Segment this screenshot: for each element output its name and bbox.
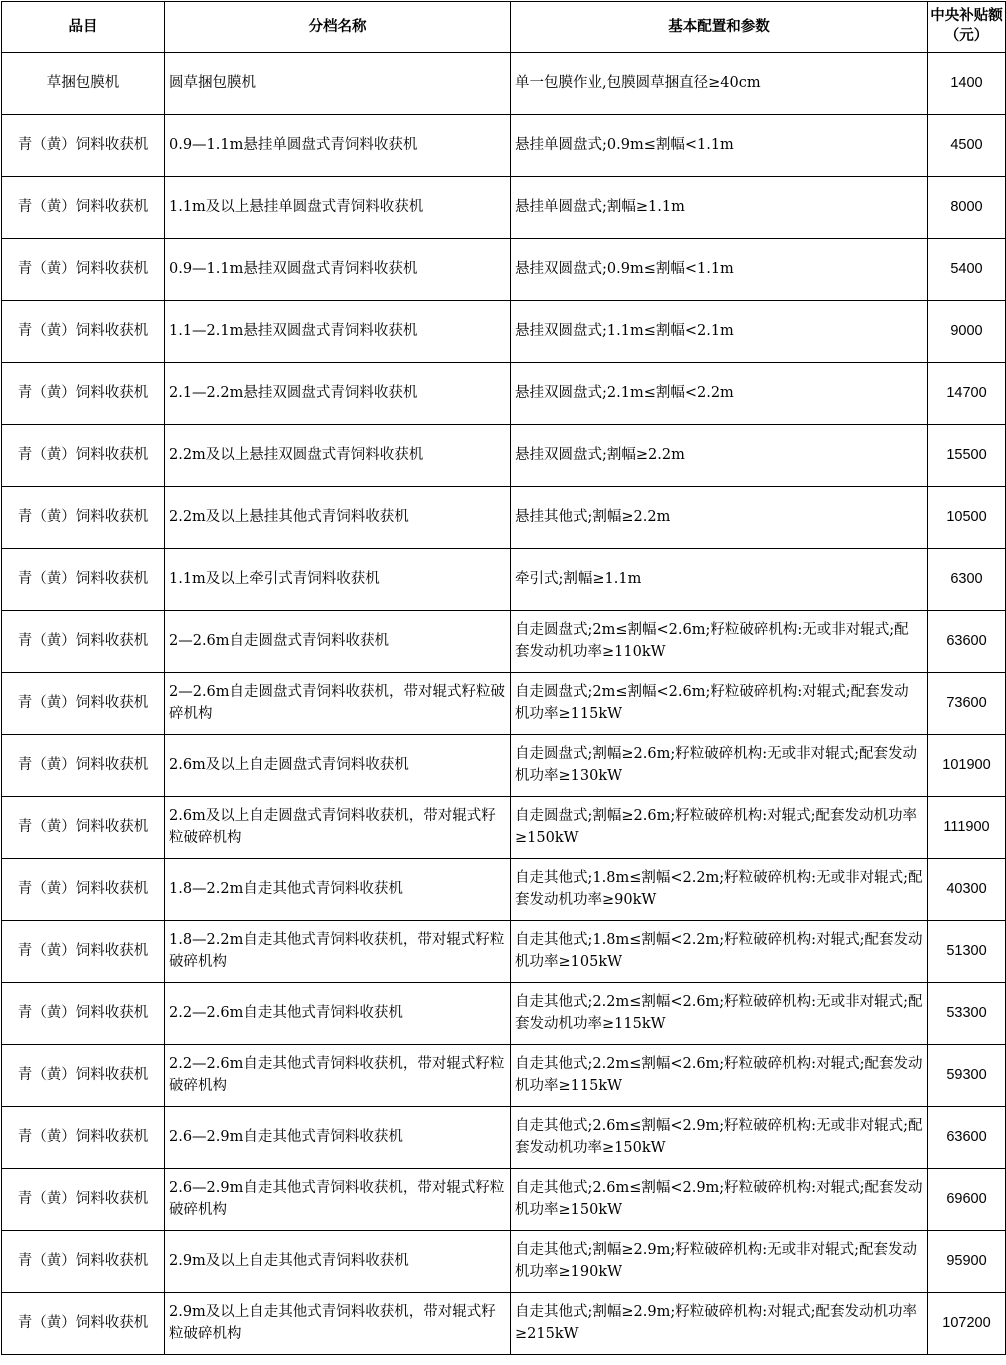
category-cell: 草捆包膜机 [2,53,165,115]
config-cell: 悬挂单圆盘式;0.9m≤割幅<1.1m [511,115,928,177]
subsidy-cell: 63600 [928,1107,1006,1169]
config-cell: 悬挂单圆盘式;割幅≥1.1m [511,177,928,239]
subsidy-cell: 1400 [928,53,1006,115]
config-cell: 自走其他式;2.2m≤割幅<2.6m;籽粒破碎机构:对辊式;配套发动机功率≥115kW [511,1045,928,1107]
config-cell: 自走其他式;2.6m≤割幅<2.9m;籽粒破碎机构:对辊式;配套发动机功率≥150kW [511,1169,928,1231]
config-cell: 悬挂双圆盘式;1.1m≤割幅<2.1m [511,301,928,363]
category-cell: 青（黄）饲料收获机 [2,1169,165,1231]
config-cell: 自走其他式;1.8m≤割幅<2.2m;籽粒破碎机构:无或非对辊式;配套发动机功率≥90kW [511,859,928,921]
tier-name-cell: 2—2.6m自走圆盘式青饲料收获机 [165,611,511,673]
config-cell: 悬挂其他式;割幅≥2.2m [511,487,928,549]
config-cell: 悬挂双圆盘式;2.1m≤割幅<2.2m [511,363,928,425]
tier-name-cell: 2.9m及以上自走其他式青饲料收获机 [165,1231,511,1293]
subsidy-cell: 107200 [928,1293,1006,1355]
category-cell: 青（黄）饲料收获机 [2,1045,165,1107]
tier-name-cell: 1.8—2.2m自走其他式青饲料收获机，带对辊式籽粒破碎机构 [165,921,511,983]
subsidy-cell: 5400 [928,239,1006,301]
tier-name-cell: 2.6m及以上自走圆盘式青饲料收获机，带对辊式籽粒破碎机构 [165,797,511,859]
tier-name-cell: 2.6—2.9m自走其他式青饲料收获机 [165,1107,511,1169]
config-cell: 悬挂双圆盘式;0.9m≤割幅<1.1m [511,239,928,301]
config-cell: 自走其他式;2.2m≤割幅<2.6m;籽粒破碎机构:无或非对辊式;配套发动机功率≥115kW [511,983,928,1045]
subsidy-cell: 63600 [928,611,1006,673]
subsidy-table [1,1,1006,1355]
tier-name-cell: 1.8—2.2m自走其他式青饲料收获机 [165,859,511,921]
table-row [2,797,1006,859]
config-cell: 自走其他式;割幅≥2.9m;籽粒破碎机构:对辊式;配套发动机功率≥215kW [511,1293,928,1355]
tier-name-cell: 2—2.6m自走圆盘式青饲料收获机，带对辊式籽粒破碎机构 [165,673,511,735]
tier-name-cell: 2.1—2.2m悬挂双圆盘式青饲料收获机 [165,363,511,425]
config-cell: 自走圆盘式;2m≤割幅<2.6m;籽粒破碎机构:对辊式;配套发动机功率≥115kW [511,673,928,735]
subsidy-cell: 59300 [928,1045,1006,1107]
category-cell: 青（黄）饲料收获机 [2,115,165,177]
subsidy-cell: 101900 [928,735,1006,797]
category-cell: 青（黄）饲料收获机 [2,363,165,425]
category-cell: 青（黄）饲料收获机 [2,425,165,487]
subsidy-cell: 4500 [928,115,1006,177]
table-row [2,1107,1006,1169]
table-row [2,301,1006,363]
tier-name-cell: 1.1m及以上悬挂单圆盘式青饲料收获机 [165,177,511,239]
category-cell: 青（黄）饲料收获机 [2,239,165,301]
category-cell: 青（黄）饲料收获机 [2,921,165,983]
subsidy-cell: 9000 [928,301,1006,363]
config-cell: 牵引式;割幅≥1.1m [511,549,928,611]
tier-name-cell: 2.6m及以上自走圆盘式青饲料收获机 [165,735,511,797]
tier-name-cell: 1.1—2.1m悬挂双圆盘式青饲料收获机 [165,301,511,363]
header-config: 基本配置和参数 [511,2,928,53]
config-cell: 自走圆盘式;2m≤割幅<2.6m;籽粒破碎机构:无或非对辊式;配套发动机功率≥110kW [511,611,928,673]
config-cell: 自走圆盘式;割幅≥2.6m;籽粒破碎机构:对辊式;配套发动机功率≥150kW [511,797,928,859]
table-row [2,859,1006,921]
table-row [2,487,1006,549]
subsidy-cell: 6300 [928,549,1006,611]
table-row [2,363,1006,425]
category-cell: 青（黄）饲料收获机 [2,673,165,735]
category-cell: 青（黄）饲料收获机 [2,983,165,1045]
subsidy-cell: 10500 [928,487,1006,549]
category-cell: 青（黄）饲料收获机 [2,797,165,859]
category-cell: 青（黄）饲料收获机 [2,859,165,921]
category-cell: 青（黄）饲料收获机 [2,611,165,673]
table-row [2,549,1006,611]
tier-name-cell: 2.2—2.6m自走其他式青饲料收获机，带对辊式籽粒破碎机构 [165,1045,511,1107]
header-subsidy: 中央补贴额（元） [928,2,1006,53]
subsidy-cell: 73600 [928,673,1006,735]
table-row [2,983,1006,1045]
table-body [2,53,1006,1355]
config-cell: 悬挂双圆盘式;割幅≥2.2m [511,425,928,487]
table-row [2,115,1006,177]
tier-name-cell: 1.1m及以上牵引式青饲料收获机 [165,549,511,611]
config-cell: 自走其他式;割幅≥2.9m;籽粒破碎机构:无或非对辊式;配套发动机功率≥190kW [511,1231,928,1293]
config-cell: 自走圆盘式;割幅≥2.6m;籽粒破碎机构:无或非对辊式;配套发动机功率≥130kW [511,735,928,797]
subsidy-cell: 40300 [928,859,1006,921]
table-row [2,53,1006,115]
subsidy-cell: 15500 [928,425,1006,487]
tier-name-cell: 2.9m及以上自走其他式青饲料收获机，带对辊式籽粒破碎机构 [165,1293,511,1355]
table-row [2,1169,1006,1231]
category-cell: 青（黄）饲料收获机 [2,735,165,797]
table-row [2,921,1006,983]
config-cell: 自走其他式;2.6m≤割幅<2.9m;籽粒破碎机构:无或非对辊式;配套发动机功率≥150kW [511,1107,928,1169]
header-row [2,2,1006,53]
table-row [2,611,1006,673]
category-cell: 青（黄）饲料收获机 [2,487,165,549]
table-row [2,239,1006,301]
tier-name-cell: 0.9—1.1m悬挂双圆盘式青饲料收获机 [165,239,511,301]
subsidy-cell: 69600 [928,1169,1006,1231]
config-cell: 单一包膜作业,包膜圆草捆直径≥40cm [511,53,928,115]
table-row [2,1293,1006,1355]
subsidy-cell: 53300 [928,983,1006,1045]
table-row [2,1045,1006,1107]
table-row [2,673,1006,735]
category-cell: 青（黄）饲料收获机 [2,301,165,363]
subsidy-cell: 14700 [928,363,1006,425]
category-cell: 青（黄）饲料收获机 [2,1293,165,1355]
tier-name-cell: 2.6—2.9m自走其他式青饲料收获机，带对辊式籽粒破碎机构 [165,1169,511,1231]
config-cell: 自走其他式;1.8m≤割幅<2.2m;籽粒破碎机构:对辊式;配套发动机功率≥105kW [511,921,928,983]
header-category: 品目 [2,2,165,53]
tier-name-cell: 2.2m及以上悬挂其他式青饲料收获机 [165,487,511,549]
tier-name-cell: 0.9—1.1m悬挂单圆盘式青饲料收获机 [165,115,511,177]
subsidy-cell: 95900 [928,1231,1006,1293]
subsidy-cell: 111900 [928,797,1006,859]
subsidy-cell: 51300 [928,921,1006,983]
tier-name-cell: 2.2—2.6m自走其他式青饲料收获机 [165,983,511,1045]
category-cell: 青（黄）饲料收获机 [2,1231,165,1293]
category-cell: 青（黄）饲料收获机 [2,1107,165,1169]
subsidy-cell: 8000 [928,177,1006,239]
category-cell: 青（黄）饲料收获机 [2,177,165,239]
table-row [2,177,1006,239]
table-row [2,425,1006,487]
header-tier-name: 分档名称 [165,2,511,53]
table-row [2,1231,1006,1293]
tier-name-cell: 2.2m及以上悬挂双圆盘式青饲料收获机 [165,425,511,487]
table-row [2,735,1006,797]
tier-name-cell: 圆草捆包膜机 [165,53,511,115]
category-cell: 青（黄）饲料收获机 [2,549,165,611]
